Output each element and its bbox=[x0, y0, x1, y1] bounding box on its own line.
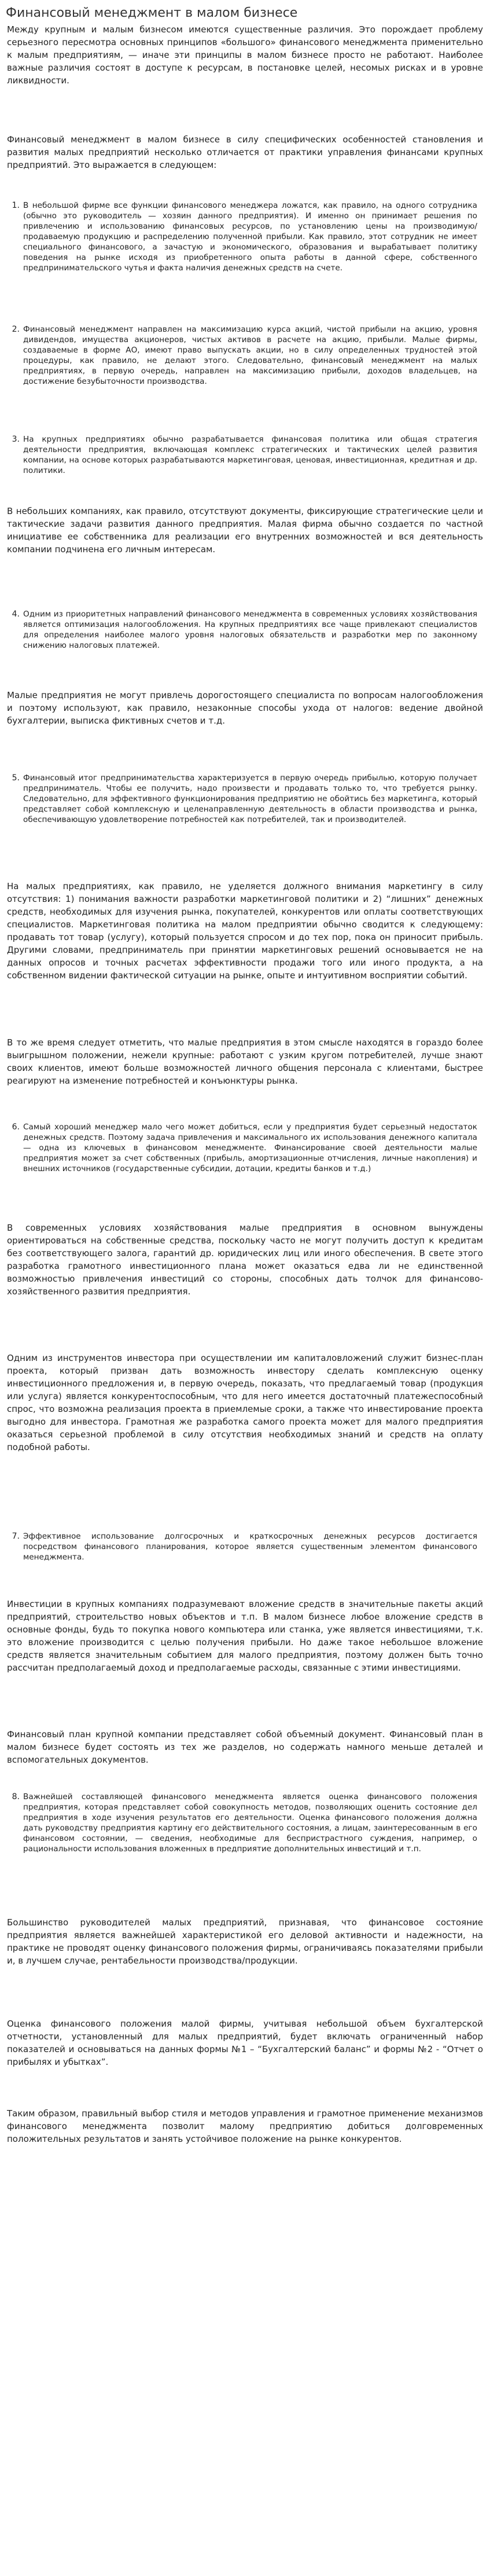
list-item-text: Эффективное использование долгосрочных и краткосрочных денежных ресурсов достигается посредством финансового планирования, которое является существенным элементом финансового менеджмента. bbox=[23, 1532, 477, 1562]
list-item bbox=[0, 773, 490, 825]
list-item bbox=[0, 609, 490, 651]
list-item-number: 4. bbox=[12, 610, 20, 619]
paragraph: На малых предприятиях, как правило, не уделяется должного внимания маркетингу в силу отсутствия: 1) понимания важности разработки маркетинговой политики и 2) “лишних” денежных средств, необходимых для изучения рынка, покупателей, конкурентов или оплаты соответствующих специалистов. Маркетинговая политика на малом предприятии обычно сводится к следующему: продавать тот товар (услугу), который пользуется спросом и до тех пор, пока он приносит прибыль. Другими словами, предприниматель при принятии маркетинговых решений основывается не на данных опросов и точных расчетах эффективности продажи того или иного продукта, а на собственном видении фактической ситуации на рынке, опыте и интуитивном восприятии событий. bbox=[7, 881, 483, 981]
paragraph: Малые предприятия не могут привлечь дорогостоящего специалиста по вопросам налогообложения и поэтому используют, как правило, незаконные способы ухода от налогов: ведение двойной бухгалтерии, выписка фиктивных счетов и т.д. bbox=[7, 690, 483, 726]
list-item bbox=[0, 1531, 490, 1562]
list-item bbox=[0, 1122, 490, 1174]
paragraph: В современных условиях хозяйствования малые предприятия в основном вынуждены ориентироваться на собственные средства, поскольку часто не могут получить доступ к кредитам без соответствующего залога, гарантий др. юридических лиц или иного обеспечения. В свете этого разработка грамотного инвестиционного плана может оказаться едва ли не единственной возможностью привлечения инвестиций со стороны, способных дать толчок для финансово-хозяйственного развития предприятия. bbox=[7, 1223, 483, 1297]
list-item-number: 5. bbox=[12, 773, 20, 783]
paragraph: Финансовый менеджмент в малом бизнесе в силу специфических особенностей становления и развития малых предприятий несколько отличается от практики управления финансами крупных предприятий. Это выражается в следующем: bbox=[7, 134, 483, 170]
list-item-number: 3. bbox=[12, 435, 20, 444]
list-item-text: На крупных предприятиях обычно разрабатывается финансовая политика или общая стратегия деятельности предприятия, включающая комплекс стратегических и тактических целей развития компании, на основе которых разрабатываются маркетинговая, ценовая, инвестиционная, кредитная и др. политики. bbox=[23, 435, 477, 475]
paragraph: В небольших компаниях, как правило, отсутствуют документы, фиксирующие стратегические цели и тактические задачи развития данного предприятия. Малая фирма обычно создается по частной инициативе ее собственника для реализации его внутренних возможностей и вся деятельность компании подчинена его личным интересам. bbox=[7, 506, 483, 555]
list-item bbox=[0, 324, 490, 387]
paragraph: Оценка финансового положения малой фирмы, учитывая небольшой объем бухгалтерской отчетности, установленный для малых предприятий, будет включать ограниченный набор показателей и основываться на данных формы №1 – “Бухгалтерский баланс” и формы №2 - “Отчет о прибылях и убытках”. bbox=[7, 2019, 483, 2067]
paragraph: Большинство руководителей малых предприятий, признавая, что финансовое состояние предприятия является важнейшей характеристикой его деловой активности и надежности, на практике не проводят оценку финансового положения фирмы, ограничиваясь показателями прибыли и, в лучшем случае, рентабельности производства/продукции. bbox=[7, 1917, 483, 1966]
list-item bbox=[0, 200, 490, 273]
page-title: Финансовый менеджмент в малом бизнесе bbox=[6, 6, 298, 20]
paragraph: Таким образом, правильный выбор стиля и методов управления и грамотное применение механизмов финансового менеджмента позволит малому предприятию добиться долговременных положительных результатов и занять устойчивое положение на рынке конкурентов. bbox=[7, 2108, 483, 2144]
paragraph: Инвестиции в крупных компаниях подразумевают вложение средств в значительные пакеты акций предприятий, строительство новых объектов и т.п. В малом бизнесе любое вложение средств в основные фонды, будь то покупка нового компьютера или станка, уже является инвестициями, т.к. это вложение производится с целью получения прибыли. Но даже такое небольшое вложение средств является значительным событием для малого предприятия, поэтому должен быть точно рассчитан предполагаемый доход и предполагаемые расходы, связанные с этими инвестициями. bbox=[7, 1599, 483, 1673]
list-item-number: 7. bbox=[12, 1532, 20, 1541]
list-item-number: 1. bbox=[12, 201, 20, 210]
list-item-text: В небольшой фирме все функции финансового менеджера ложатся, как правило, на одного сотрудника (обычно это руководитель — хозяин данного предприятия). И именно он принимает решения по привлечению и использованию финансовых ресурсов, по установлению цены на производимую/продаваемую продукцию и распределению полученной прибыли. Как правило, этот сотрудник не имеет специального финансового, а зачастую и экономического, образования и вырабатывает политику поведения на рынке исходя из приобретенного опыта работы в данной сфере, собственного предпринимательского чутья и факта наличия денежных средств на счете. bbox=[23, 201, 477, 273]
list-item-text: Финансовый итог предпринимательства характеризуется в первую очередь прибылью, которую получает предприниматель. Чтобы ее получить, надо произвести и продавать только то, что требуется рынку. Следовательно, для эффективного функционирования предприятию не обойтись без маркетинга, который представляет собой комплексную и целенаправленную деятельность в области производства и рынка, обеспечивающую удовлетворение потребностей как потребителей, так и производителей. bbox=[23, 773, 477, 824]
list-item-number: 8. bbox=[12, 1792, 20, 1801]
list-item bbox=[0, 434, 490, 476]
list-item-text: Финансовый менеджмент направлен на максимизацию курса акций, чистой прибыли на акцию, уровня дивидендов, имущества акционеров, чистых активов в расчете на акцию, прибыли. Малые фирмы, создаваемые в форме АО, имеют право выпускать акции, но в силу определенных трудностей этой процедуры, как правило, не делают этого. Следовательно, финансовый менеджмент на малых предприятиях, в первую очередь, направлен на максимизацию прибыли, доходов владельцев, на достижение безубыточности производства. bbox=[23, 325, 477, 386]
list-item-number: 2. bbox=[12, 325, 20, 334]
paragraph: Одним из инструментов инвестора при осуществлении им капиталовложений служит бизнес-план проекта, который призван дать возможность инвестору сделать комплексную оценку инвестиционного предложения и, в первую очередь, показать, что предлагаемый товар (продукция или услуга) является конкурентоспособным, что для него имеется достаточный платежеспособный спрос, что возможна реализация проекта в приемлемые сроки, а также что инвестирование проекта выгодно для инвестора. Грамотная же разработка самого проекта может для малого предприятия оказаться серьезной проблемой в силу отсутствия необходимых знаний и средств на оплату подобной работы. bbox=[7, 1353, 483, 1452]
list-item-text: Самый хороший менеджер мало чего может добиться, если у предприятия будет серьезный недостаток денежных средств. Поэтому задача привлечения и максимального их использования денежного капитала — одна из ключевых в финансовом менеджменте. Финансирование своей деятельности малые предприятия может за счет собственных (прибыль, амортизационные отчисления, личные накопления) и внешних источников (государственные субсидии, дотации, кредиты банков и т.д.) bbox=[23, 1122, 477, 1173]
paragraph: В то же время следует отметить, что малые предприятия в этом смысле находятся в гораздо более выигрышном положении, нежели крупные: работают с узким кругом потребителей, лучше знают своих клиентов, имеют больше возможностей личного общения персонала с клиентами, быстрее реагируют на изменение потребностей и конъюнктуры рынка. bbox=[7, 1037, 483, 1086]
list-item bbox=[0, 1792, 490, 1854]
paragraph: Финансовый план крупной компании представляет собой объемный документ. Финансовый план в малом бизнесе будет состоять из тех же разделов, но содержать намного меньше деталей и вспомогательных документов. bbox=[7, 1729, 483, 1765]
list-item-text: Важнейшей составляющей финансового менеджмента является оценка финансового положения предприятия, которая представляет собой совокупность методов, позволяющих оценить состояние дел предприятия в ходе изучения результатов его деятельности. Оценка финансового положения должна дать руководству предприятия картину его действительного состояния, а лицам, заинтересованным в его финансовом состоянии, — сведения, необходимые для беспристрастного суждения, например, о рациональности использования вложенных в предприятие дополнительных инвестиций и т.п. bbox=[23, 1792, 477, 1854]
paragraph: Между крупным и малым бизнесом имеются существенные различия. Это порождает проблему серьезного пересмотра основных принципов «большого» финансового менеджмента применительно к малым предприятиям, — иначе эти принципы в малом бизнесе просто не работают. Наиболее важные различия состоят в доступе к ресурсам, в постановке целей, несомых рисках и в уровне ликвидности. bbox=[7, 24, 483, 86]
list-item-number: 6. bbox=[12, 1122, 20, 1132]
list-item-text: Одним из приоритетных направлений финансового менеджмента в современных условиях хозяйствования является оптимизация налогообложения. На крупных предприятиях все чаще привлекают специалистов для определения наиболее малого уровня налоговых обязательств и разработки мер по законному снижению налоговых платежей. bbox=[23, 610, 477, 650]
